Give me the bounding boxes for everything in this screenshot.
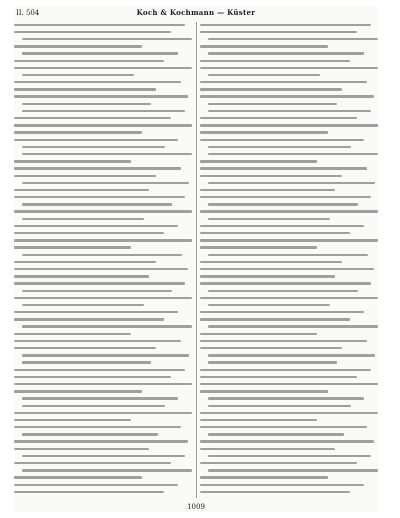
directory-entry: [200, 230, 378, 236]
directory-entry: [14, 187, 192, 193]
directory-entry: [22, 432, 192, 438]
entry-ink: [22, 182, 189, 184]
entry-ink: [200, 88, 342, 90]
directory-entry: [14, 482, 192, 488]
directory-entry: [200, 295, 378, 301]
directory-entry: [14, 166, 192, 172]
directory-entry: [200, 410, 378, 416]
directory-entry: [200, 338, 378, 344]
directory-entry: [22, 353, 192, 359]
entry-ink: [200, 210, 378, 212]
entry-ink: [200, 232, 350, 234]
right-column: [200, 22, 378, 498]
entry-ink: [14, 225, 178, 227]
entry-ink: [14, 139, 178, 141]
directory-entry: [208, 288, 378, 294]
entry-ink: [22, 74, 134, 76]
directory-entry: [208, 202, 378, 208]
entry-ink: [208, 254, 368, 256]
directory-entry: [200, 166, 378, 172]
entry-ink: [200, 476, 328, 478]
entry-ink: [14, 491, 164, 493]
entry-ink: [200, 261, 342, 263]
entry-ink: [14, 390, 142, 392]
entry-ink: [14, 426, 181, 428]
entry-ink: [200, 95, 374, 97]
entry-ink: [200, 426, 367, 428]
entry-ink: [200, 117, 357, 119]
entry-ink: [22, 397, 178, 399]
entry-ink: [200, 412, 378, 414]
directory-entry: [14, 425, 192, 431]
directory-entry: [22, 144, 192, 150]
directory-entry: [200, 173, 378, 179]
entry-ink: [200, 81, 367, 83]
entry-ink: [14, 160, 131, 162]
directory-entry: [14, 159, 192, 165]
entry-ink: [14, 484, 178, 486]
directory-entry: [208, 108, 378, 114]
directory-entry: [14, 410, 192, 416]
directory-entry: [14, 439, 192, 445]
directory-entry: [22, 108, 192, 114]
page-number: 1009: [187, 503, 205, 511]
directory-entry: [14, 331, 192, 337]
directory-entry: [200, 381, 378, 387]
entry-ink: [200, 45, 328, 47]
directory-entry: [208, 180, 378, 186]
directory-entry: [14, 44, 192, 50]
entry-ink: [200, 419, 317, 421]
entry-ink: [14, 31, 171, 33]
directory-entry: [200, 115, 378, 121]
entry-ink: [14, 131, 142, 133]
entry-ink: [14, 67, 192, 69]
directory-entry: [14, 80, 192, 86]
directory-entry: [200, 80, 378, 86]
directory-entry: [200, 130, 378, 136]
directory-entry: [208, 324, 378, 330]
entry-ink: [22, 38, 192, 40]
directory-entry: [208, 453, 378, 459]
page-header-title: Koch & Kochmann — Küster: [136, 8, 256, 17]
entry-ink: [208, 397, 364, 399]
directory-entry: [14, 259, 192, 265]
entry-ink: [22, 469, 192, 471]
entry-ink: [22, 52, 178, 54]
directory-entry: [200, 331, 378, 337]
directory-entry: [200, 123, 378, 129]
entry-ink: [14, 412, 192, 414]
entry-ink: [14, 45, 142, 47]
directory-entry: [200, 446, 378, 452]
directory-entry: [200, 389, 378, 395]
entry-ink: [14, 246, 131, 248]
entry-ink: [14, 124, 192, 126]
entry-ink: [14, 232, 164, 234]
directory-entry: [22, 403, 192, 409]
entry-ink: [200, 131, 328, 133]
directory-entry: [200, 245, 378, 251]
entry-ink: [14, 24, 185, 26]
entry-ink: [200, 196, 371, 198]
directory-entry: [200, 475, 378, 481]
directory-entry: [200, 29, 378, 35]
directory-entry: [22, 396, 192, 402]
directory-entry: [14, 389, 192, 395]
entry-ink: [200, 491, 350, 493]
directory-entry: [14, 295, 192, 301]
entry-ink: [14, 81, 181, 83]
directory-entry: [22, 252, 192, 258]
directory-entry: [200, 44, 378, 50]
entry-ink: [200, 31, 357, 33]
directory-entry: [14, 115, 192, 121]
entry-ink: [14, 462, 171, 464]
entry-ink: [14, 239, 192, 241]
entry-ink: [208, 361, 337, 363]
directory-entry: [22, 360, 192, 366]
directory-entry: [22, 72, 192, 78]
directory-entry: [14, 345, 192, 351]
directory-entry: [200, 425, 378, 431]
entry-ink: [14, 311, 178, 313]
directory-entry: [14, 22, 192, 28]
directory-entry: [200, 195, 378, 201]
entry-ink: [200, 124, 378, 126]
directory-entry: [22, 288, 192, 294]
entry-ink: [14, 347, 156, 349]
directory-entry: [14, 489, 192, 495]
directory-entry: [22, 468, 192, 474]
entry-ink: [200, 67, 378, 69]
entry-ink: [200, 24, 371, 26]
entry-ink: [200, 246, 317, 248]
directory-entry: [208, 432, 378, 438]
directory-entry: [208, 360, 378, 366]
directory-entry: [208, 144, 378, 150]
entry-ink: [22, 354, 189, 356]
directory-entry: [14, 266, 192, 272]
directory-entry: [14, 475, 192, 481]
directory-entry: [208, 403, 378, 409]
entry-ink: [200, 297, 378, 299]
entry-ink: [22, 103, 151, 105]
entry-ink: [208, 203, 358, 205]
entry-ink: [208, 325, 378, 327]
directory-entry: [22, 202, 192, 208]
entry-ink: [200, 376, 357, 378]
entry-ink: [14, 210, 192, 212]
directory-page: [14, 6, 378, 512]
left-column: [14, 22, 192, 498]
entry-ink: [208, 153, 378, 155]
directory-entry: [200, 367, 378, 373]
directory-entry: [14, 195, 192, 201]
directory-entry: [22, 36, 192, 42]
directory-entry: [208, 252, 378, 258]
entry-ink: [14, 419, 131, 421]
entry-ink: [22, 218, 144, 220]
directory-entry: [14, 223, 192, 229]
entry-ink: [208, 38, 378, 40]
entry-ink: [200, 390, 328, 392]
directory-entry: [22, 453, 192, 459]
entry-ink: [208, 304, 330, 306]
entry-ink: [200, 160, 317, 162]
directory-entry: [200, 439, 378, 445]
entry-ink: [14, 88, 156, 90]
directory-entry: [14, 29, 192, 35]
entry-ink: [22, 153, 192, 155]
entry-ink: [14, 275, 149, 277]
entry-ink: [208, 218, 330, 220]
entry-ink: [208, 74, 320, 76]
page-header-left: II. 504: [16, 9, 40, 17]
directory-entry: [208, 51, 378, 57]
entry-ink: [200, 318, 350, 320]
entry-ink: [208, 110, 371, 112]
directory-entry: [208, 101, 378, 107]
directory-entry: [14, 130, 192, 136]
directory-entry: [14, 417, 192, 423]
entry-ink: [14, 175, 156, 177]
entry-ink: [200, 383, 378, 385]
directory-entry: [14, 65, 192, 71]
directory-entry: [14, 58, 192, 64]
directory-entry: [14, 367, 192, 373]
entry-ink: [200, 369, 371, 371]
directory-entry: [22, 101, 192, 107]
directory-entry: [200, 22, 378, 28]
directory-entry: [14, 173, 192, 179]
entry-ink: [208, 290, 358, 292]
entry-ink: [14, 261, 156, 263]
entry-ink: [14, 189, 149, 191]
entry-ink: [14, 95, 188, 97]
directory-entry: [14, 123, 192, 129]
entry-ink: [208, 354, 375, 356]
directory-entry: [200, 94, 378, 100]
entry-ink: [200, 268, 374, 270]
entry-ink: [200, 189, 335, 191]
entry-ink: [14, 440, 188, 442]
entry-ink: [14, 448, 149, 450]
directory-entry: [200, 274, 378, 280]
entry-ink: [208, 52, 364, 54]
entry-ink: [200, 333, 317, 335]
entry-ink: [208, 455, 371, 457]
directory-entry: [22, 180, 192, 186]
directory-entry: [200, 58, 378, 64]
entry-ink: [200, 448, 335, 450]
directory-entry: [14, 245, 192, 251]
entry-ink: [14, 282, 185, 284]
directory-entry: [14, 317, 192, 323]
directory-entry: [200, 345, 378, 351]
directory-entry: [14, 374, 192, 380]
entry-ink: [200, 60, 350, 62]
directory-entry: [208, 353, 378, 359]
directory-entry: [200, 460, 378, 466]
directory-entry: [22, 324, 192, 330]
entry-ink: [200, 484, 364, 486]
directory-entry: [22, 51, 192, 57]
directory-entry: [200, 281, 378, 287]
page-footer: [14, 502, 378, 512]
directory-entry: [200, 87, 378, 93]
entry-ink: [200, 167, 367, 169]
entry-ink: [208, 405, 351, 407]
entry-ink: [200, 275, 335, 277]
directory-entry: [200, 266, 378, 272]
entry-ink: [22, 405, 165, 407]
directory-entry: [200, 137, 378, 143]
directory-entry: [14, 446, 192, 452]
entry-ink: [200, 440, 374, 442]
entry-ink: [22, 290, 172, 292]
directory-entry: [14, 381, 192, 387]
directory-entry: [22, 302, 192, 308]
directory-entry: [208, 396, 378, 402]
entry-ink: [200, 311, 364, 313]
directory-entry: [200, 238, 378, 244]
entry-ink: [14, 196, 185, 198]
entry-ink: [22, 433, 158, 435]
entry-ink: [200, 462, 357, 464]
directory-entry: [14, 338, 192, 344]
directory-entry: [208, 302, 378, 308]
directory-entry: [14, 230, 192, 236]
entry-ink: [14, 297, 192, 299]
directory-entry: [208, 151, 378, 157]
directory-entry: [14, 137, 192, 143]
entry-ink: [208, 146, 351, 148]
entry-ink: [200, 175, 342, 177]
directory-entry: [14, 238, 192, 244]
entry-ink: [22, 110, 185, 112]
directory-entry: [14, 94, 192, 100]
directory-entry: [14, 460, 192, 466]
directory-entry: [14, 281, 192, 287]
entry-ink: [14, 333, 131, 335]
entry-ink: [200, 139, 364, 141]
directory-entry: [22, 216, 192, 222]
entry-ink: [200, 282, 371, 284]
directory-entry: [200, 65, 378, 71]
entry-ink: [22, 455, 185, 457]
directory-entry: [200, 187, 378, 193]
directory-entry: [200, 489, 378, 495]
directory-entry: [200, 482, 378, 488]
directory-entry: [200, 259, 378, 265]
entry-ink: [208, 103, 337, 105]
directory-entry: [14, 87, 192, 93]
entry-ink: [200, 225, 364, 227]
entry-ink: [22, 304, 144, 306]
entry-ink: [22, 146, 165, 148]
entry-ink: [14, 376, 171, 378]
entry-ink: [14, 117, 171, 119]
entry-ink: [200, 347, 342, 349]
entry-ink: [22, 361, 151, 363]
entry-ink: [14, 268, 188, 270]
entry-ink: [14, 369, 185, 371]
entry-ink: [22, 325, 192, 327]
directory-entry: [200, 223, 378, 229]
directory-columns: [14, 22, 378, 498]
directory-entry: [22, 151, 192, 157]
entry-ink: [208, 469, 378, 471]
entry-ink: [14, 340, 181, 342]
directory-entry: [208, 72, 378, 78]
directory-entry: [200, 159, 378, 165]
entry-ink: [14, 383, 192, 385]
directory-entry: [208, 216, 378, 222]
entry-ink: [22, 203, 172, 205]
entry-ink: [208, 182, 375, 184]
entry-ink: [208, 433, 344, 435]
directory-entry: [208, 36, 378, 42]
directory-entry: [14, 310, 192, 316]
directory-entry: [200, 374, 378, 380]
directory-entry: [200, 310, 378, 316]
directory-entry: [200, 209, 378, 215]
entry-ink: [14, 167, 181, 169]
directory-entry: [208, 468, 378, 474]
directory-entry: [14, 209, 192, 215]
entry-ink: [14, 476, 142, 478]
column-divider: [196, 22, 197, 498]
entry-ink: [22, 254, 182, 256]
directory-entry: [14, 274, 192, 280]
entry-ink: [200, 340, 367, 342]
page-header: [14, 6, 378, 20]
directory-entry: [200, 417, 378, 423]
directory-entry: [200, 317, 378, 323]
entry-ink: [14, 60, 164, 62]
entry-ink: [14, 318, 164, 320]
entry-ink: [200, 239, 378, 241]
